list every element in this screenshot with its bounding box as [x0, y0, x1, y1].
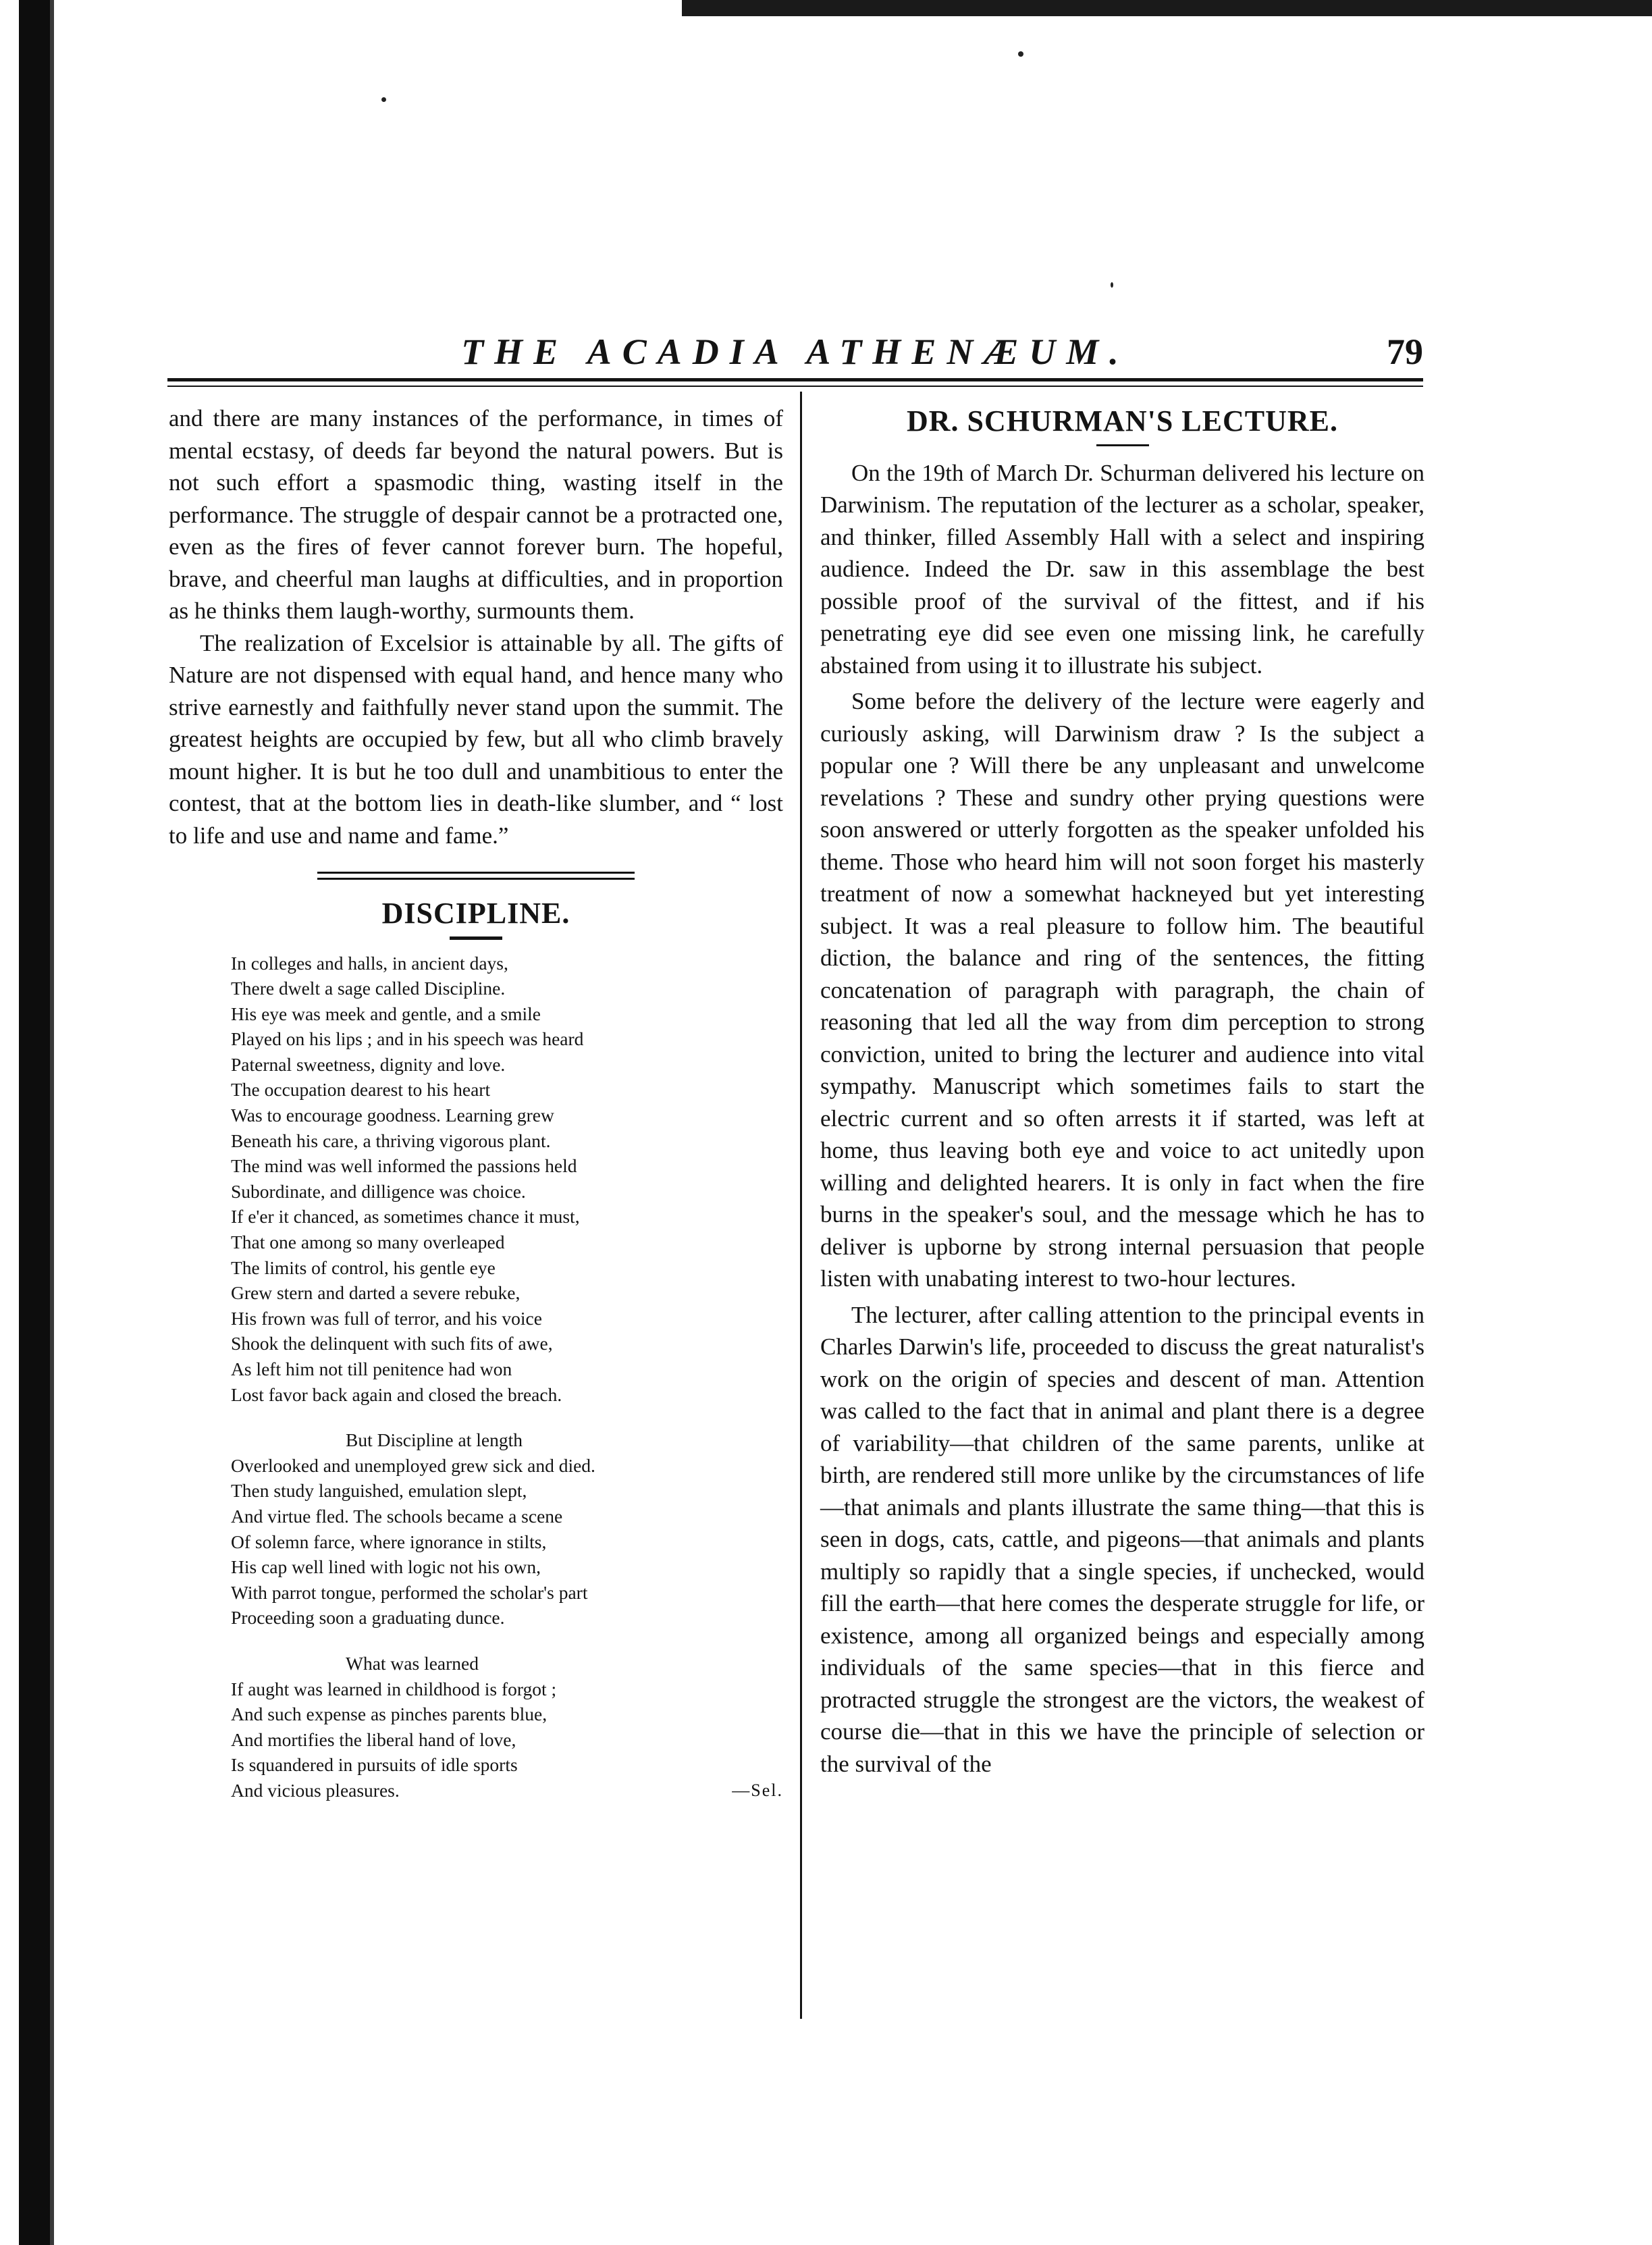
poem-line: Then study languished, emulation slept, — [231, 1480, 527, 1502]
article-title: DR. SCHURMAN'S LECTURE. — [906, 404, 1339, 438]
poem-line: His frown was full of terror, and his voice — [231, 1307, 542, 1329]
column-divider — [800, 392, 802, 2019]
poem-line: If aught was learned in childhood is forgot ; — [231, 1678, 557, 1699]
poem-line: What was learned — [346, 1652, 479, 1674]
poem-line: And vicious pleasures. — [231, 1779, 400, 1801]
right-column — [820, 402, 1424, 1780]
poem-line: As left him not till penitence had won — [231, 1358, 512, 1379]
poem — [169, 951, 783, 1803]
paragraph: On the 19th of March Dr. Schurman delivered his lecture on Darwinism. The reputation of the lecturer as a scholar, speaker, and thinker, filled Assembly Hall with a select and inspiring audience. Indeed the Dr. saw in this assemblage the best possible proof of the survival of the fittest, and if his penetrating eye did see even one missing link, he carefully abstained from using it to illustrate his subject. — [820, 459, 1424, 679]
poem-line: Was to encourage goodness. Learning grew — [231, 1105, 554, 1126]
title-underline — [450, 936, 502, 940]
paragraph: and there are many instances of the performance, in times of mental ecstasy, of deeds far beyond the natural powers. But is not such effort a spasmodic thing, wasting itself in the performance. The struggle of despair cannot be a protracted one, even as the fires of fever cannot forever burn. The hopeful, brave, and cheerful man laughs at difficulties, and in proportion as he thinks them laugh-worthy, surmounts them. — [169, 405, 783, 624]
header-rule-thick — [167, 378, 1423, 381]
poem-line: If e'er it chanced, as sometimes chance it must, — [231, 1206, 580, 1227]
poem-line: There dwelt a sage called Discipline. — [231, 978, 506, 999]
running-header — [167, 331, 1423, 371]
poem-line: But Discipline at length — [346, 1429, 523, 1451]
poem-line: Proceeding soon a graduating dunce. — [231, 1607, 505, 1629]
poem-line: And mortifies the liberal hand of love, — [231, 1728, 516, 1750]
title-underline — [1096, 444, 1149, 446]
poem-title: DISCIPLINE. — [381, 897, 570, 930]
left-column — [169, 402, 783, 1803]
poem-line: The occupation dearest to his heart — [231, 1079, 491, 1101]
journal-title: THE ACADIA ATHENÆUM. — [461, 332, 1129, 372]
poem-line: With parrot tongue, performed the scholar's part — [231, 1581, 588, 1603]
poem-line: And such expense as pinches parents blue, — [231, 1703, 548, 1725]
poem-line: Of solemn farce, where ignorance in stilts, — [231, 1531, 547, 1552]
poem-line: Is squandered in pursuits of idle sports — [231, 1754, 518, 1776]
stanza-break — [231, 1631, 783, 1651]
poem-line: Grew stern and darted a severe rebuke, — [231, 1282, 521, 1304]
poem-line: His eye was meek and gentle, and a smile — [231, 1003, 541, 1024]
section-double-rule — [317, 872, 635, 880]
poem-line: And virtue fled. The schools became a scene — [231, 1505, 563, 1527]
poem-line: Paternal sweetness, dignity and love. — [231, 1053, 506, 1075]
poem-line: His cap well lined with logic not his own, — [231, 1556, 541, 1578]
paragraph: The lecturer, after calling attention to the principal events in Charles Darwin's life, proceeded to discuss the great naturalist's work on the origin of species and descent of man. Attention was called to the fact that in animal and plant there is a degree of variability—that children of the same parents, unlike at birth, are rendered still more unlike by the circumstances of life—that animals and plants illustrate the same thing—that this is seen in dogs, cats, cattle, and pigeons—that animals and plants multiply so rapidly that a single species, if unchecked, would fill the earth—that here comes the desperate struggle for life, or existence, among all organized beings and especially among individuals of the same species—that in this fierce and protracted struggle the strongest are the victors, the weakest of course die—that in this we have the principle of selection or the survival of the — [820, 1301, 1424, 1777]
poem-line: Shook the delinquent with such fits of awe, — [231, 1333, 553, 1354]
poem-line: Subordinate, and dilligence was choice. — [231, 1180, 526, 1202]
poem-line: Lost favor back again and closed the breach. — [231, 1383, 562, 1405]
poem-line: Beneath his care, a thriving vigorous plant. — [231, 1130, 551, 1151]
poem-line: Played on his lips ; and in his speech was heard — [231, 1028, 584, 1050]
stanza-break — [231, 1407, 783, 1427]
page-number: 79 — [1387, 332, 1423, 372]
poem-line: The limits of control, his gentle eye — [231, 1257, 496, 1278]
paragraph: Some before the delivery of the lecture were eagerly and curiously asking, will Darwinism draw ? Is the subject a popular one ? Will there be any unpleasant and unwelcome revelations ? These and sundry other prying questions were soon answered or utterly forgotten as the speaker unfolded his theme. Those who heard him will not soon forget his masterly treatment of now a somewhat hackneyed but yet interesting subject. It was a real pleasure to follow him. The beautiful diction, the balance and ring of the sentences, the fitting concatenation of paragraph with paragraph, the chain of reasoning that led all the way from dim perception to strong conviction, united to bring the lecturer and audience into vital sympathy. Manuscript which sometimes fails to start the electric current and so often arrests it if started, was left at home, thus leaving both eye and voice to act unitedly upon willing and delighted hearers. It is only in fact when the fire burns in the speaker's soul, and the message which he has to deliver is upborne by strong internal persuasion that people listen with unabating interest to two-hour lectures. — [820, 688, 1424, 1292]
scan-speck — [1018, 51, 1023, 57]
poem-line: The mind was well informed the passions held — [231, 1155, 577, 1177]
header-rule-thin — [167, 386, 1423, 387]
top-scan-edge — [682, 0, 1652, 16]
poem-line: That one among so many overleaped — [231, 1232, 505, 1253]
scan-speck — [1111, 282, 1113, 288]
binding-edge-shadow — [50, 0, 54, 2245]
binding-edge — [19, 0, 50, 2245]
scan-speck — [381, 97, 386, 102]
paragraph: The realization of Excelsior is attainable by all. The gifts of Nature are not dispensed with equal hand, and hence many who strive earnestly and faithfully never stand upon the summit. The greatest heights are occupied by few, but all who climb bravely mount higher. It is but he too dull and unambitious to enter the contest, that at the bottom lies in death-like slumber, and “ lost to life and use and name and fame.” — [169, 629, 783, 849]
poem-line: Overlooked and unemployed grew sick and died. — [231, 1454, 595, 1476]
poem-attribution: —Sel. — [732, 1780, 783, 1800]
poem-line: In colleges and halls, in ancient days, — [231, 952, 508, 974]
